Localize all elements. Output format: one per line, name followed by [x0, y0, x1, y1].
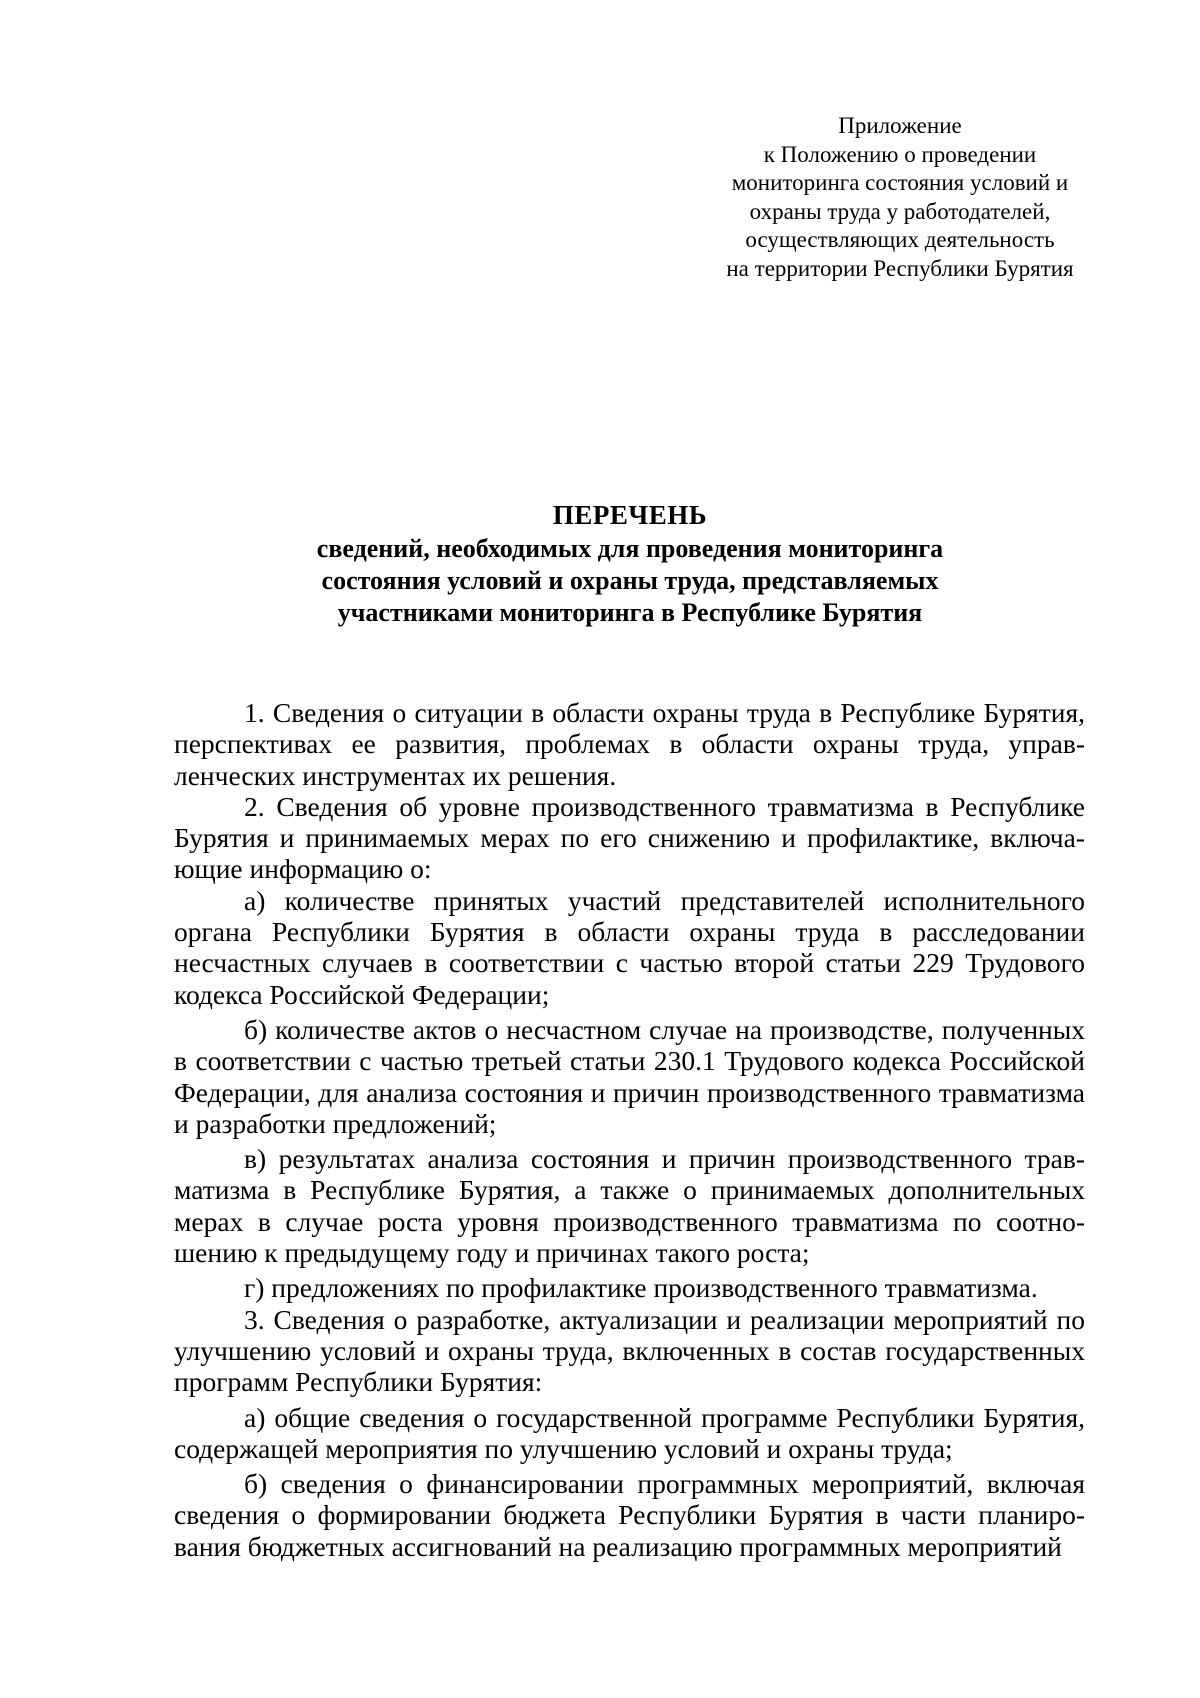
title-subtitle-line: участниками мониторинга в Республике Бурятия	[337, 598, 923, 627]
appendix-line: на территории Республики Бурятия	[726, 255, 1074, 281]
paragraph-subitem-2v: в) результатах анализа состояния и причин производственного травматизма в Республике Бурятия, а также о принимаемых дополнительных мерах в случае роста уровня производственного травматизма по соотношению к предыдущему году и причинах такого роста;	[174, 1143, 1085, 1269]
paragraph-subitem-2a: а) количестве принятых участий представителей исполнительного органа Республики Бурятия в области охраны труда в расследовании несчастных случаев в соответствии с частью второй статьи 229 Трудового кодекса Российской Федерации;	[174, 884, 1085, 1010]
appendix-line: мониторинга состояния условий и	[731, 170, 1069, 195]
appendix-line: осуществляющих деятельность	[745, 227, 1055, 252]
paragraph-subitem-2b: б) количестве актов о несчастном случае на производстве, полученных в соответствии с частью третьей статьи 230.1 Трудового кодекса Российской Федерации, для анализа состояния и причин производственного травматизма и разработки предложений;	[174, 1013, 1085, 1139]
appendix-line: к Положению о проведении	[763, 141, 1037, 167]
paragraph-item-3: 3. Сведения о разработке, актуализации и реализации мероприятий по улучшению условий и охраны труда, включенных в состав государственных программ Республики Бурятия:	[174, 1303, 1085, 1398]
paragraph-subitem-2g: г) предложениях по профилактике производственного травматизма.	[244, 1272, 1038, 1304]
document-body	[174, 697, 1085, 1562]
title-subtitle-line: состояния условий и охраны труда, представляемых	[321, 566, 939, 595]
appendix-header	[680, 112, 1120, 283]
paragraph-item-2: 2. Сведения об уровне производственного травматизма в Республике Бурятия и принимаемых мерах по его снижению и профилактике, включающие информацию о:	[174, 790, 1085, 885]
document-title	[175, 497, 1085, 629]
paragraph-subitem-3a: а) общие сведения о государственной программе Республики Бурятия, содержащей мероприятия по улучшению условий и охраны труда;	[174, 1401, 1085, 1464]
title-subtitle-line: сведений, необходимых для проведения мониторинга	[316, 534, 944, 563]
appendix-line: Приложение	[838, 113, 962, 138]
title-heading: ПЕРЕЧЕНЬ	[552, 500, 708, 530]
appendix-line: охраны труда у работодателей,	[749, 198, 1051, 224]
paragraph-item-1: 1. Сведения о ситуации в области охраны труда в Республике Бурятия, перспективах ее развития, проблемах в области охраны труда, управленческих инструментах их решения.	[174, 697, 1085, 791]
paragraph-subitem-3b: б) сведения о финансировании программных мероприятий, включая сведения о формировании бюджета Республики Бурятия в части планирования бюджетных ассигнований на реализацию программных мероприятий	[174, 1468, 1085, 1562]
